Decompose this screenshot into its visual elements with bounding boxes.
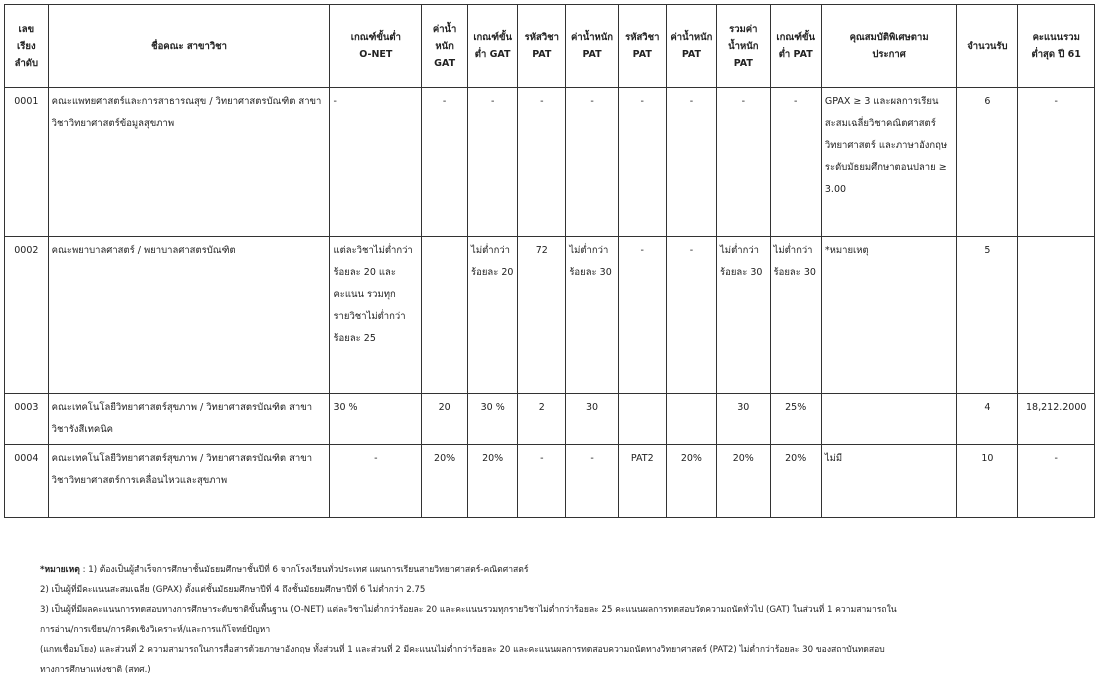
pat-min: ไม่ต่ำกว่า ร้อยละ 30 — [770, 237, 821, 394]
pat-weight-2: - — [666, 88, 716, 237]
pat-total-weight: 20% — [717, 445, 771, 518]
faculty-name: คณะเทคโนโลยีวิทยาศาสตร์สุขภาพ / วิทยาศาสตรบัณฑิต สาขาวิชาวิทยาศาสตร์การเคลื่อนไหวและสุขภาพ — [48, 445, 330, 518]
pat-total-weight: 30 — [717, 394, 771, 445]
note-line: การอ่าน/การเขียน/การคิดเชิงวิเคราะห์/และการแก้โจทย์ปัญหา — [40, 625, 271, 635]
gat-min: 20% — [468, 445, 518, 518]
header-cell: จำนวนรับ — [957, 5, 1018, 88]
row-number: 0003 — [5, 394, 49, 445]
gat-min: ไม่ต่ำกว่า ร้อยละ 20 — [468, 237, 518, 394]
pat-weight-2 — [666, 394, 716, 445]
faculty-name: คณะพยาบาลศาสตร์ / พยาบาลศาสตรบัณฑิต — [48, 237, 330, 394]
header-cell: ค่าน้ำหนัก PAT — [566, 5, 618, 88]
row-number: 0001 — [5, 88, 49, 237]
table-row — [5, 445, 1095, 518]
note-line — [40, 560, 1090, 580]
gat-weight: 20 — [422, 394, 468, 445]
header-cell: ชื่อคณะ สาขาวิชา — [48, 5, 330, 88]
pat-code-1: - — [518, 88, 566, 237]
header-cell: เกณฑ์ขั้นต่ำ O-NET — [330, 5, 422, 88]
header-cell: คุณสมบัติพิเศษตาม ประกาศ — [821, 5, 956, 88]
quota: 5 — [957, 237, 1018, 394]
header-cell: รวมค่า น้ำหนัก PAT — [717, 5, 771, 88]
pat-min: - — [770, 88, 821, 237]
quota: 10 — [957, 445, 1018, 518]
pat-code-2 — [618, 394, 666, 445]
quota: 4 — [957, 394, 1018, 445]
header-cell: ค่าน้ำหนัก PAT — [666, 5, 716, 88]
note-line: 2) เป็นผู้ที่มีคะแนนสะสมเฉลี่ย (GPAX) ตั้งแต่ชั้นมัธยมศึกษาปีที่ 4 ถึงชั้นมัธยมศึกษาปีที่ 6 ไม่ต่ำกว่า 2.75 — [40, 585, 426, 595]
header-cell: เลข เรียงลำดับ — [5, 5, 49, 88]
row-number: 0004 — [5, 445, 49, 518]
special-requirements — [821, 394, 956, 445]
pat-code-1: - — [518, 445, 566, 518]
admission-table — [4, 4, 1095, 518]
header-cell: เกณฑ์ขั้น ต่ำ GAT — [468, 5, 518, 88]
gat-min: 30 % — [468, 394, 518, 445]
min-score: 18,212.2000 — [1018, 394, 1095, 445]
note-text: : 1) ต้องเป็นผู้สำเร็จการศึกษาชั้นมัธยมศึกษาชั้นปีที่ 6 จากโรงเรียนทั่วประเทศ แผนการเรียนสายวิทยาศาสตร์-คณิตศาสตร์ — [79, 565, 529, 575]
min-score: - — [1018, 445, 1095, 518]
gat-weight: 20% — [422, 445, 468, 518]
special-requirements: *หมายเหตุ — [821, 237, 956, 394]
header-cell: รหัสวิชา PAT — [618, 5, 666, 88]
pat-code-1: 72 — [518, 237, 566, 394]
header-row — [5, 5, 1095, 88]
min-score — [1018, 237, 1095, 394]
pat-code-2: PAT2 — [618, 445, 666, 518]
pat-weight-1: - — [566, 445, 618, 518]
faculty-name: คณะแพทยศาสตร์และการสาธารณสุข / วิทยาศาสตรบัณฑิต สาขาวิชาวิทยาศาสตร์ข้อมูลสุขภาพ — [48, 88, 330, 237]
onet-min: แต่ละวิชาไม่ต่ำกว่า ร้อยละ 20 และคะแนน รวมทุกรายวิชาไม่ต่ำกว่าร้อยละ 25 — [330, 237, 422, 394]
table-row — [5, 88, 1095, 237]
onet-min: - — [330, 445, 422, 518]
pat-weight-1: 30 — [566, 394, 618, 445]
header-cell: คะแนนรวม ต่ำสุด ปี 61 — [1018, 5, 1095, 88]
pat-weight-1: ไม่ต่ำกว่า ร้อยละ 30 — [566, 237, 618, 394]
pat-code-2: - — [618, 237, 666, 394]
row-number: 0002 — [5, 237, 49, 394]
pat-total-weight: ไม่ต่ำกว่า ร้อยละ 30 — [717, 237, 771, 394]
pat-weight-2: 20% — [666, 445, 716, 518]
special-requirements: GPAX ≥ 3 และผลการเรียนสะสมเฉลี่ยวิชาคณิตศาสตร์ วิทยาศาสตร์ และภาษาอังกฤษระดับมัธยมศึกษาตอนปลาย ≥ 3.00 — [821, 88, 956, 237]
onet-min: 30 % — [330, 394, 422, 445]
table-row — [5, 394, 1095, 445]
header-cell: ค่าน้ำหนัก GAT — [422, 5, 468, 88]
gat-weight: - — [422, 88, 468, 237]
faculty-name: คณะเทคโนโลยีวิทยาศาสตร์สุขภาพ / วิทยาศาสตรบัณฑิต สาขาวิชารังสีเทคนิค — [48, 394, 330, 445]
note-label: *หมายเหตุ — [40, 565, 80, 575]
pat-code-2: - — [618, 88, 666, 237]
gat-weight — [422, 237, 468, 394]
note-line: (แกทเชื่อมโยง) และส่วนที่ 2 ความสามารถในการสื่อสารด้วยภาษาอังกฤษ ทั้งส่วนที่ 1 และส่วนที่ 2 มีคะแนนไม่ต่ำกว่าร้อยละ 20 และคะแนนผลการทดสอบความถนัดทางวิทยาศาสตร์ (PAT2) ไม่ต่ำกว่าร้อยละ 30 ของสถาบันทดสอบ — [40, 645, 885, 655]
note-line: ทางการศึกษาแห่งชาติ (สทศ.) — [40, 665, 151, 675]
header-cell: เกณฑ์ขั้น ต่ำ PAT — [770, 5, 821, 88]
table-row — [5, 237, 1095, 394]
min-score: - — [1018, 88, 1095, 237]
pat-total-weight: - — [717, 88, 771, 237]
gat-min: - — [468, 88, 518, 237]
pat-min: 20% — [770, 445, 821, 518]
header-cell: รหัสวิชา PAT — [518, 5, 566, 88]
note-line: 3) เป็นผู้ที่มีผลคะแนนการทดสอบทางการศึกษาระดับชาติขั้นพื้นฐาน (O-NET) แต่ละวิชาไม่ต่ำกว่าร้อยละ 20 และคะแนนรวมทุกรายวิชาไม่ต่ำกว่าร้อยละ 25 คะแนนผลการทดสอบวัดความถนัดทั่วไป (GAT) ในส่วนที่ 1 ความสามารถใน — [40, 605, 897, 615]
onet-min: - — [330, 88, 422, 237]
pat-code-1: 2 — [518, 394, 566, 445]
pat-weight-2: - — [666, 237, 716, 394]
quota: 6 — [957, 88, 1018, 237]
pat-weight-1: - — [566, 88, 618, 237]
pat-min: 25% — [770, 394, 821, 445]
special-requirements: ไม่มี — [821, 445, 956, 518]
footnotes — [40, 560, 1090, 680]
